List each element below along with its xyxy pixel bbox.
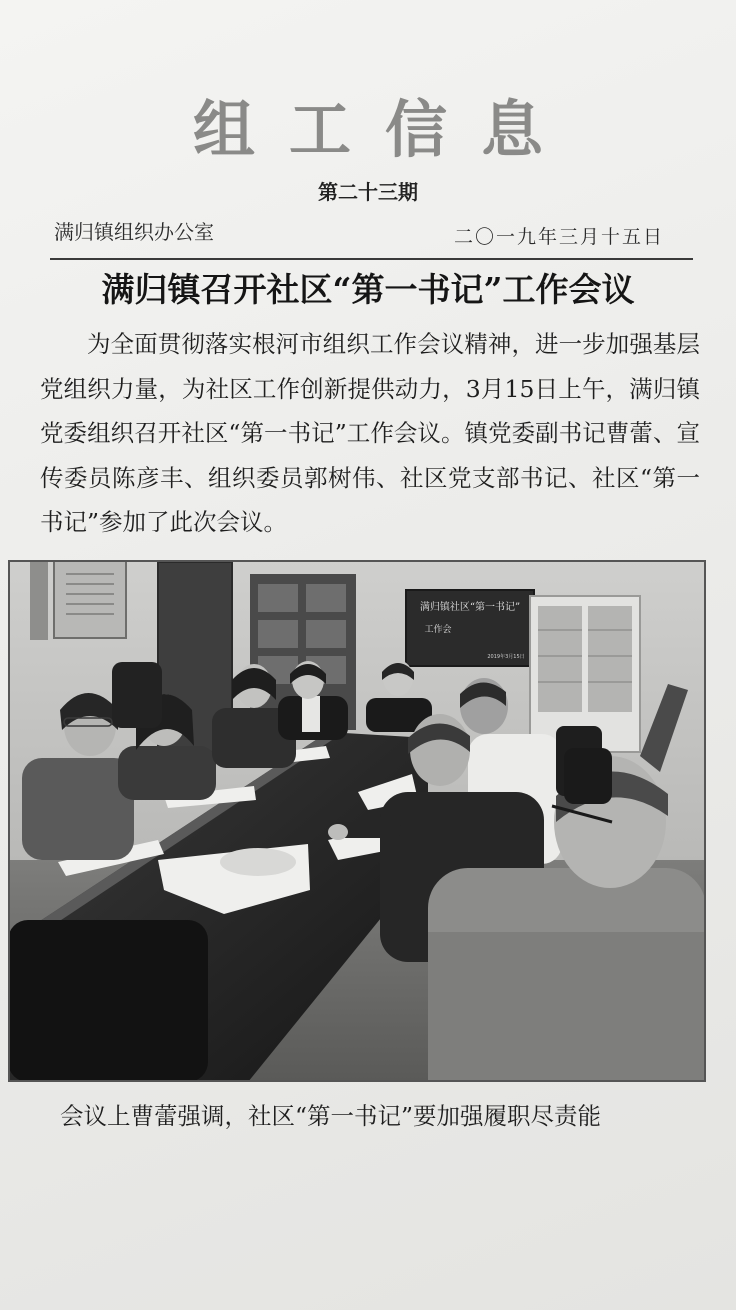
meeting-photo bbox=[8, 560, 706, 1082]
article-paragraph-1: 为全面贯彻落实根河市组织工作会议精神，进一步加强基层党组织力量，为社区工作创新提供动力，3月15日上午，满归镇党委组织召开社区“第一书记”工作会议。镇党委副书记曹蕾、宣传委员陈彦丰、组织委员郭树伟、社区党支部书记、社区“第一书记”参加了此次会议。 bbox=[40, 330, 700, 536]
screen-title: 满归镇社区“第一书记” bbox=[419, 602, 521, 613]
screen-subtitle: 工作会 bbox=[424, 625, 452, 635]
issue-date: 二〇一九年三月十五日 bbox=[453, 226, 664, 248]
masthead-title: 组工信息 bbox=[192, 93, 577, 166]
article-paragraph-2: 会议上曹蕾强调，社区“第一书记”要加强履职尽责能 bbox=[60, 1102, 602, 1130]
screen-date: 2019年3月15日 bbox=[487, 654, 525, 660]
issuing-office: 满归镇组织办公室 bbox=[54, 220, 214, 244]
header-divider bbox=[50, 258, 693, 260]
article-headline: 满归镇召开社区“第一书记”工作会议 bbox=[101, 270, 635, 309]
issue-number: 第二十三期 bbox=[318, 180, 418, 204]
